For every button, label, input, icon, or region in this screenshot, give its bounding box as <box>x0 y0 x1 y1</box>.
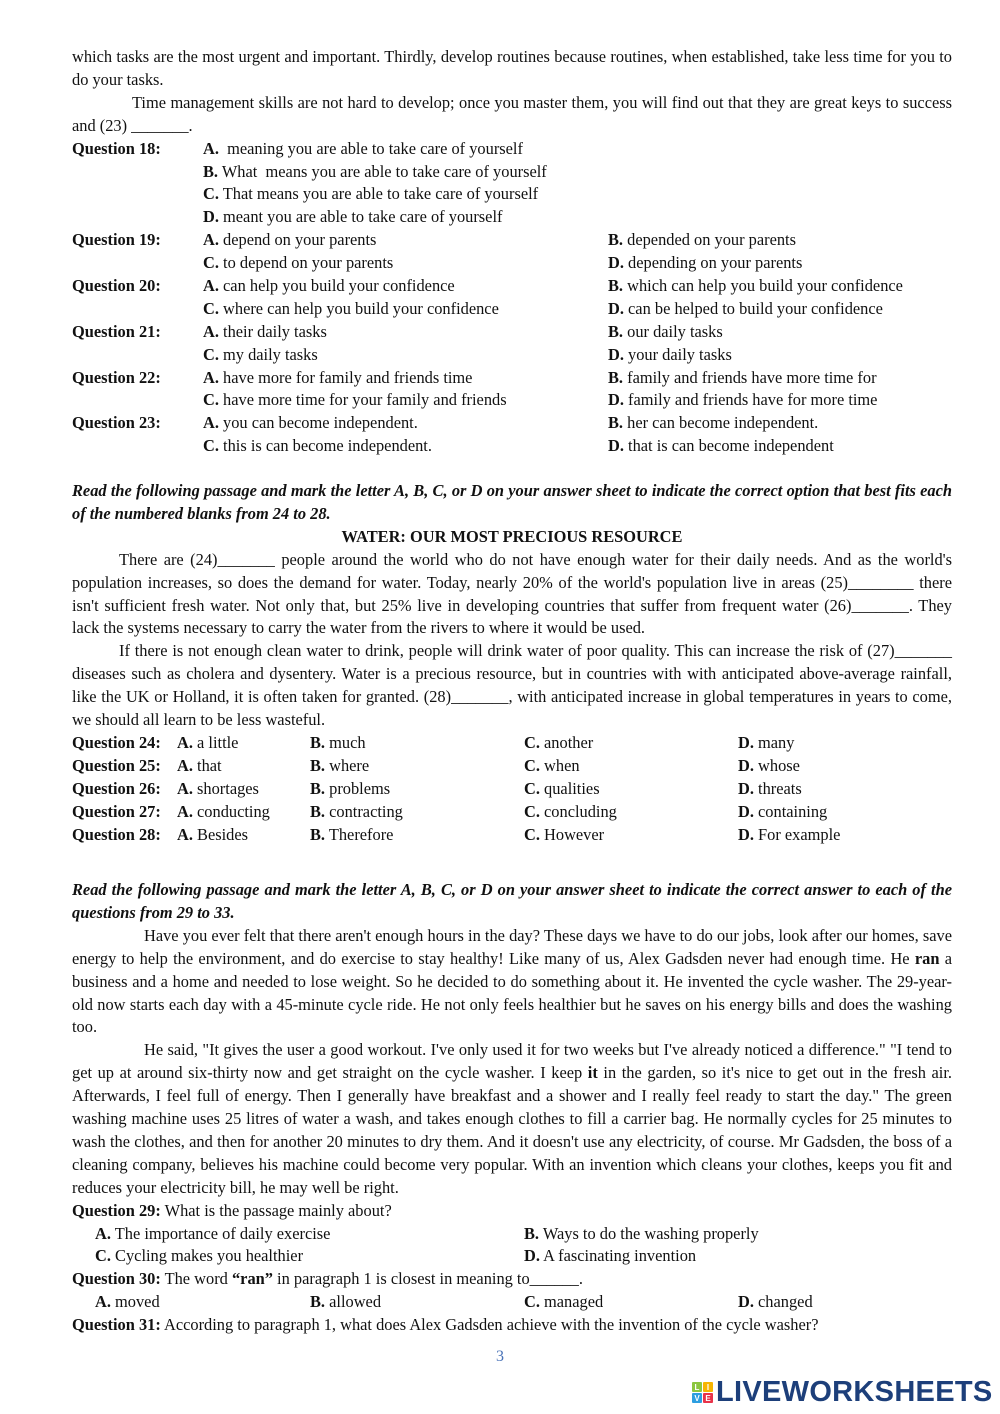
answer-option[interactable] <box>177 755 222 778</box>
answer-option[interactable] <box>310 778 390 801</box>
question-row <box>72 161 952 184</box>
logo-badge-letter: I <box>703 1382 713 1392</box>
question-31 <box>72 1314 952 1337</box>
question-row <box>72 206 952 229</box>
section-cycle-washer-passage <box>72 879 952 1337</box>
option-letter: D. <box>608 253 624 273</box>
question-label: Question 29: <box>72 1200 161 1220</box>
option-letter: B. <box>608 367 624 387</box>
live-badge-icon <box>692 1382 713 1403</box>
option-row <box>72 1291 952 1314</box>
answer-option[interactable] <box>95 1223 330 1246</box>
question-label: Question 31: <box>72 1315 161 1335</box>
answer-option[interactable] <box>177 778 259 801</box>
answer-option[interactable] <box>203 367 472 390</box>
passage-paragraph: If there is not enough clean water to drink, people will drink water of poor quality. This can increase the risk of (27)_______ diseases such as cholera and dysentery. Water is a precious resource, but in countries with with anticipated above-average rainfall, like the UK or Holland, it is often taken for granted. (28)_______, with anticipated increase in global temperatures in years to come, we should all learn to be less wasteful. <box>72 641 952 730</box>
answer-option[interactable] <box>608 229 796 252</box>
question-label: Question 24: <box>72 732 161 752</box>
option-letter: D. <box>738 755 754 775</box>
option-text: can be helped to build your confidence <box>623 298 883 318</box>
option-text: contracting <box>325 801 403 821</box>
option-text: family and friends have more time for <box>623 367 877 387</box>
option-letter: A. <box>203 321 219 341</box>
question-text: According to paragraph 1, what does Alex Gadsden achieve with the invention of the cycle washer? <box>160 1315 819 1335</box>
option-letter: A. <box>95 1292 111 1312</box>
answer-option[interactable] <box>310 801 403 824</box>
option-text: that <box>192 755 222 775</box>
question-row <box>72 824 952 847</box>
option-letter: C. <box>524 755 540 775</box>
logo-badge-letter: L <box>692 1382 702 1392</box>
question-row <box>72 344 952 367</box>
option-letter: D. <box>608 344 624 364</box>
answer-option[interactable] <box>95 1291 160 1314</box>
questions-24-28 <box>72 732 952 846</box>
option-text: to depend on your parents <box>218 253 394 273</box>
option-text: which can help you build your confidence <box>623 275 903 295</box>
option-letter: A. <box>203 275 219 295</box>
option-letter: B. <box>608 230 624 250</box>
option-letter: B. <box>310 824 326 844</box>
answer-option[interactable] <box>203 344 318 367</box>
question-30 <box>72 1268 952 1291</box>
question-row <box>72 252 952 275</box>
instruction: Read the following passage and mark the letter A, B, C, or D on your answer sheet to indicate the correct answer to each of the questions from 29 to 33. <box>72 880 952 922</box>
answer-option[interactable] <box>203 298 499 321</box>
option-text: my daily tasks <box>218 344 318 364</box>
option-letter: C. <box>524 732 540 752</box>
answer-option[interactable] <box>203 183 538 206</box>
option-row <box>72 1223 952 1246</box>
option-text: this is can become independent. <box>218 436 432 456</box>
question-label: Question 21: <box>72 321 161 341</box>
answer-option[interactable] <box>203 161 547 184</box>
bold-word: it <box>587 1063 598 1083</box>
text: in the garden, so it's nice to get out in the fresh air. Afterwards, I feel full of energy. Then I generally have breakfast and a shower and I really feel ready to start the day." The green washing machine uses 25 litres of water a wash, and takes enough clothes to fill a carrier bag. He normally cycles for 25 minutes to wash the clothes, and then for another 20 minutes to dry them. And it doesn't use any electricity, of course. Mr Gadsden, the boss of a cleaning company, believes his machine could become very popular. With an invention which cleans your clothes, keeps you fit and reduces your electricity bill, he may well be right. <box>72 1063 952 1197</box>
answer-option[interactable] <box>203 321 327 344</box>
question-row <box>72 412 952 435</box>
option-letter: B. <box>310 801 326 821</box>
option-letter: D. <box>738 801 754 821</box>
option-letter: D. <box>608 390 624 410</box>
question-text: The word <box>160 1269 232 1289</box>
option-text: depended on your parents <box>623 230 796 250</box>
questions-18-23 <box>72 138 952 458</box>
option-text: depending on your parents <box>623 253 803 273</box>
option-letter: D. <box>608 298 624 318</box>
option-row <box>72 1245 952 1268</box>
page-number: 3 <box>496 1348 504 1365</box>
answer-option[interactable] <box>524 801 617 824</box>
answer-option[interactable] <box>608 275 903 298</box>
option-letter: A. <box>203 230 219 250</box>
option-letter: A. <box>177 732 193 752</box>
option-letter: D. <box>608 436 624 456</box>
answer-option[interactable] <box>95 1245 303 1268</box>
option-text: a little <box>192 732 239 752</box>
option-letter: B. <box>608 321 624 341</box>
answer-option[interactable] <box>738 801 827 824</box>
answer-option[interactable] <box>738 755 800 778</box>
section-time-management <box>72 46 952 458</box>
bold-word: ran <box>914 948 940 968</box>
question-text: What is the passage mainly about? <box>160 1200 392 1220</box>
question-row <box>72 732 952 755</box>
passage-paragraph: There are (24)_______ people around the world who do not have enough water for their daily needs. And as the world's population increases, so does the demand for water. Today, nearly 20% of the world's population live in areas (25)________ there isn't sufficient fresh water. Not only that, but 25% live in developing countries that suffer from frequent water (26)_______. They lack the systems necessary to carry the water from the rivers to where it would be used. <box>72 549 952 638</box>
option-letter: C. <box>524 1292 540 1312</box>
answer-option[interactable] <box>738 1291 813 1314</box>
option-letter: B. <box>310 732 326 752</box>
option-letter: D. <box>738 1292 754 1312</box>
text: Have you ever felt that there aren't enough hours in the day? These days we have to do our jobs, look after our homes, save energy to help the environment, and do exercise to stay healthy! Like many of us, Alex Gadsden never had enough time. He <box>72 925 952 968</box>
answer-option[interactable] <box>203 229 376 252</box>
option-text: you can become independent. <box>218 413 418 433</box>
option-text: conducting <box>192 801 270 821</box>
question-row <box>72 435 952 458</box>
answer-option[interactable] <box>177 824 248 847</box>
option-text: have more time for your family and friends <box>218 390 507 410</box>
option-letter: B. <box>203 161 219 181</box>
question-row <box>72 755 952 778</box>
text: He said, "It gives the user a good workout. I've only used it for two weeks but I've already noticed a difference." "I tend to get up at around six-thirty now and get straight on the cycle washer. I keep <box>72 1040 952 1083</box>
answer-option[interactable] <box>524 824 604 847</box>
answer-option[interactable] <box>738 824 840 847</box>
answer-option[interactable] <box>608 298 883 321</box>
question-label: Question 27: <box>72 801 161 821</box>
answer-option[interactable] <box>177 801 270 824</box>
liveworksheets-logo <box>692 1376 993 1409</box>
option-text: depend on your parents <box>218 230 377 250</box>
passage-paragraph <box>72 925 952 1040</box>
passage-paragraph <box>72 1039 952 1199</box>
section-water-passage <box>72 480 952 846</box>
question-label: Question 19: <box>72 230 161 250</box>
answer-option[interactable] <box>203 252 393 275</box>
option-text: containing <box>753 801 828 821</box>
answer-option[interactable] <box>203 435 432 458</box>
question-label: Question 20: <box>72 275 161 295</box>
option-letter: A. <box>177 801 193 821</box>
option-text: What means you are able to take care of yourself <box>218 161 547 181</box>
answer-option[interactable] <box>310 755 369 778</box>
passage-paragraph: Time management skills are not hard to develop; once you master them, you will find out that they are great keys to success and (23) _______. <box>72 92 952 135</box>
option-letter: B. <box>310 778 326 798</box>
option-letter: A. <box>177 824 193 844</box>
option-letter: C. <box>203 390 219 410</box>
option-text: another <box>539 732 594 752</box>
logo-text: LIVEWORKSHEETS <box>716 1376 993 1408</box>
option-letter: A. <box>95 1223 111 1243</box>
answer-option[interactable] <box>608 435 834 458</box>
option-letter: C. <box>524 778 540 798</box>
answer-option[interactable] <box>738 732 794 755</box>
option-letter: C. <box>95 1246 111 1266</box>
option-letter: B. <box>524 1223 540 1243</box>
question-text: in paragraph 1 is closest in meaning to______. <box>272 1269 583 1289</box>
option-text: family and friends have for more time <box>623 390 878 410</box>
option-text: have more for family and friends time <box>218 367 473 387</box>
option-text: much <box>325 732 366 752</box>
option-text: that is can become independent <box>623 436 834 456</box>
option-text: A fascinating invention <box>539 1246 697 1266</box>
option-text: The importance of daily exercise <box>110 1223 331 1243</box>
option-letter: C. <box>203 253 219 273</box>
answer-option[interactable] <box>608 412 818 435</box>
option-text: Ways to do the washing properly <box>539 1223 759 1243</box>
answer-option[interactable] <box>203 206 502 229</box>
option-letter: D. <box>738 824 754 844</box>
option-letter: B. <box>608 275 624 295</box>
option-letter: C. <box>524 824 540 844</box>
question-label: Question 28: <box>72 824 161 844</box>
logo-badge-letter: V <box>692 1393 702 1403</box>
answer-option[interactable] <box>203 412 418 435</box>
option-text: Cycling makes you healthier <box>110 1246 304 1266</box>
option-text: managed <box>539 1292 604 1312</box>
option-text: when <box>539 755 580 775</box>
option-text: our daily tasks <box>623 321 723 341</box>
option-letter: A. <box>203 367 219 387</box>
question-label: Question 26: <box>72 778 161 798</box>
option-text: problems <box>325 778 391 798</box>
option-letter: A. <box>203 413 219 433</box>
option-letter: B. <box>310 1292 326 1312</box>
option-text: Besides <box>192 824 249 844</box>
answer-option[interactable] <box>524 1245 696 1268</box>
option-letter: C. <box>524 801 540 821</box>
answer-option[interactable] <box>524 1223 759 1246</box>
instruction: Read the following passage and mark the letter A, B, C, or D on your answer sheet to indicate the correct option that best fits each of the numbered blanks from 24 to 28. <box>72 481 952 523</box>
question-label: Question 18: <box>72 138 161 158</box>
option-letter: D. <box>203 207 219 227</box>
question-row <box>72 321 952 344</box>
option-text: meant you are able to take care of yourself <box>218 207 503 227</box>
option-letter: C. <box>203 436 219 456</box>
passage-title: WATER: OUR MOST PRECIOUS RESOURCE <box>341 526 683 546</box>
bold-word: “ran” <box>231 1269 273 1289</box>
question-label: Question 23: <box>72 413 161 433</box>
option-text: their daily tasks <box>218 321 327 341</box>
question-row <box>72 138 952 161</box>
option-text: concluding <box>539 801 617 821</box>
option-text: meaning you are able to take care of yourself <box>218 138 523 158</box>
logo-badge-letter: E <box>703 1393 713 1403</box>
option-letter: A. <box>203 138 219 158</box>
option-text: your daily tasks <box>623 344 732 364</box>
question-label: Question 22: <box>72 367 161 387</box>
option-text: qualities <box>539 778 600 798</box>
option-letter: B. <box>310 755 326 775</box>
option-text: can help you build your confidence <box>218 275 455 295</box>
answer-option[interactable] <box>203 138 523 161</box>
option-letter: C. <box>203 184 219 204</box>
option-text: That means you are able to take care of yourself <box>218 184 539 204</box>
option-text: For example <box>753 824 841 844</box>
option-text: whose <box>753 755 800 775</box>
question-row <box>72 778 952 801</box>
answer-option[interactable] <box>524 778 600 801</box>
option-letter: A. <box>177 778 193 798</box>
answer-option[interactable] <box>203 275 455 298</box>
option-text: Therefore <box>325 824 394 844</box>
option-text: many <box>753 732 795 752</box>
question-row <box>72 367 952 390</box>
question-label: Question 25: <box>72 755 161 775</box>
option-text: allowed <box>325 1292 382 1312</box>
answer-option[interactable] <box>608 321 723 344</box>
answer-option[interactable] <box>608 389 877 412</box>
question-29 <box>72 1200 952 1223</box>
question-row <box>72 275 952 298</box>
option-text: where <box>325 755 370 775</box>
answer-option[interactable] <box>738 778 802 801</box>
answer-option[interactable] <box>608 344 732 367</box>
question-row <box>72 389 952 412</box>
option-letter: C. <box>203 344 219 364</box>
option-letter: C. <box>203 298 219 318</box>
option-letter: D. <box>738 778 754 798</box>
answer-option[interactable] <box>310 1291 381 1314</box>
option-text: moved <box>110 1292 160 1312</box>
answer-option[interactable] <box>524 1291 603 1314</box>
answer-option[interactable] <box>608 252 802 275</box>
question-row <box>72 298 952 321</box>
question-row <box>72 801 952 824</box>
question-row <box>72 183 952 206</box>
passage-paragraph: which tasks are the most urgent and important. Thirdly, develop routines because routines, when established, take less time for you to do your tasks. <box>72 47 952 89</box>
answer-option[interactable] <box>310 732 366 755</box>
option-text: However <box>539 824 605 844</box>
option-letter: B. <box>608 413 624 433</box>
option-text: shortages <box>192 778 259 798</box>
text: a business and a home and needed to lose weight. So he decided to do something about it. He invented the cycle washer. The 29-year-old now starts each day with a 45-minute cycle ride. He not only feels healthier but he saves on his energy bills and does the washing too. <box>72 948 952 1037</box>
option-text: changed <box>753 1292 813 1312</box>
option-letter: A. <box>177 755 193 775</box>
option-text: her can become independent. <box>623 413 819 433</box>
option-text: where can help you build your confidence <box>218 298 499 318</box>
answer-option[interactable] <box>524 732 593 755</box>
question-row <box>72 229 952 252</box>
answer-option[interactable] <box>310 824 393 847</box>
answer-option[interactable] <box>608 367 877 390</box>
answer-option[interactable] <box>524 755 580 778</box>
option-letter: D. <box>738 732 754 752</box>
option-text: threats <box>753 778 802 798</box>
answer-option[interactable] <box>203 389 507 412</box>
question-label: Question 30: <box>72 1269 161 1289</box>
answer-option[interactable] <box>177 732 238 755</box>
option-letter: D. <box>524 1246 540 1266</box>
